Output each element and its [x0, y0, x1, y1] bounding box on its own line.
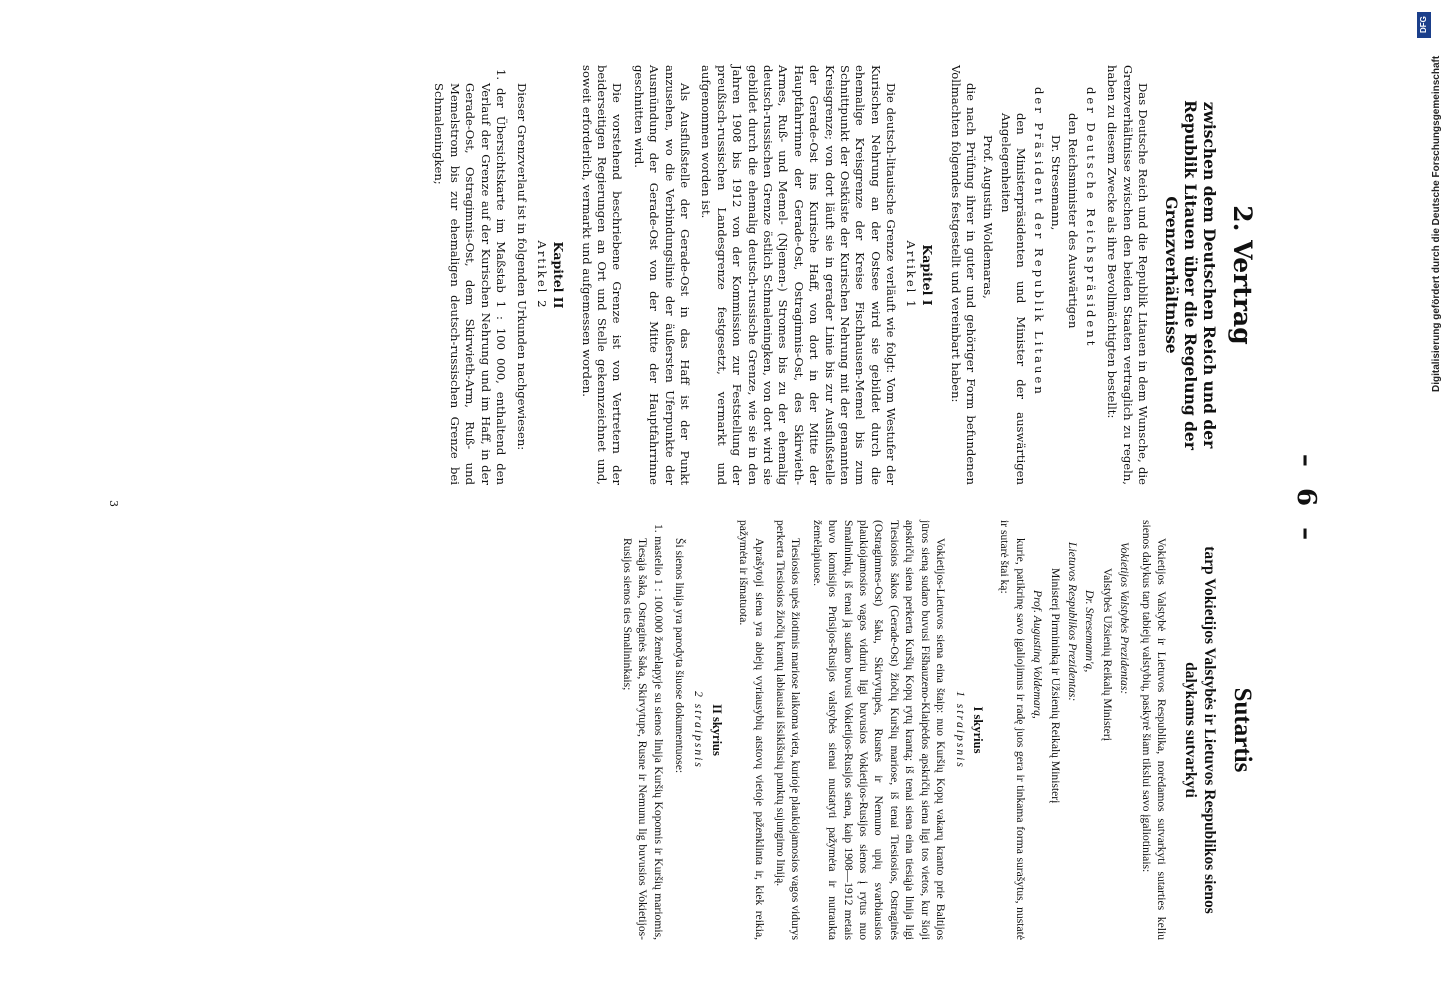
lithuanian-subtitle: tarp Vokietijos Valstybės ir Lietuvos Respublikos sienos dalykams sutvarkyti	[1182, 546, 1218, 914]
dfg-logo: DFG	[1417, 12, 1431, 38]
lithuanian-vp-label: Vokietijos Valstybės Prezidentas:	[1118, 542, 1132, 695]
lithuanian-article-2-item-1: 1. mastelio 1 : 100.000 žemėlapyje su sienos linija Kuršių Kopomis ir Kuršių mariomis, Tiesąja šaka, Ostraginės šaka, Skirvytupe, Rusne ir Nemunu lig buvusios Vokietijos-Rusijos sienos ties Smalininkais;	[620, 524, 665, 940]
german-pl-minister: den Ministerpräsidenten und Minister der auswärtigen Angelegenheiten	[998, 113, 1029, 485]
german-column	[427, 65, 1257, 485]
lithuanian-section-2: II skyrius	[709, 704, 724, 756]
german-rp-name: Dr. Stresemann,	[1048, 135, 1063, 231]
lithuanian-section-1: I skyrius	[970, 706, 985, 754]
german-article-1-text-1: Die deutsch-litauische Grenze verläuft wie folgt: Vom Westufer der Kurischen Nehrung an der Ostsee wird sie gebildet durch die ehemalige Kreisgrenze der Kreise Fischhausen-Memel bis zum Schnittpunkt der Ostküste der Kurischen Nehrung mit der genannten Kreisgrenze; von dort läuft sie in gerader Linie bis zur Ausflußstelle der Gerade-Ost ins Kurische Haff, von dort in der Mitte der Hauptfahrrinne der Gerade-Ost, Ostragimnis-Ost, des Skirwieth-Armes, Ruß- und Memel- (Njemen-) Stromes bis zu der ehemalig deutsch-russischen Grenze östlich Schmaleningken, von dort wird sie gebildet durch die ehemalig deutsch-russische Grenze, wie sie in den Jahren 1908 bis 1912 von der Kommission zur Feststellung der preußisch-russischen Landesgrenze festgesetzt, vermarkt und aufgenommen worden ist.	[699, 65, 899, 485]
german-article-1: Artikel 1	[903, 240, 918, 310]
lithuanian-lp-minister: Ministerį Pirmininką ir Užsienių Reikalų Ministerį	[1048, 568, 1062, 804]
lithuanian-lp-label: Lietuvos Respublikos Prezidentas:	[1065, 542, 1079, 702]
german-title: 2. Vertrag	[1228, 205, 1257, 345]
german-pl-name: Prof. Augustin Woldemaras,	[981, 135, 996, 299]
digitization-credit	[1415, 6, 1442, 392]
page-number: – 6 –	[1291, 453, 1321, 547]
lithuanian-article-1-text-1: Vokietijos-Lietuvos siena eina štaip: nuo Kuršių Kopų vakarų kranto prie Baltijos jūros sieną sudaro buvusi Fišhauzeno-Klaipėdos apskričių siena ligi tos vietos, kur šioji apskričių siena perkerta Kuršių Kopų rytų krantą; iš tenai siena eina tiesiąja linija ligi Tiesiosios šakos (Gerade-Ost) žiočių Kuršių mariose, iš tenai Tiesiosios, Ostraginės (Ostragimnes-Ost) šaku, Skirvytupės, Rusnės ir Nemuno upių svarbiausios plaukiojamosios vagos viduriu ligi buvusios Vokietijos-Rusijos sienos į rytus nuo Smalininkų, iš tenai ją sudaro buvusi Vokietijos-Rusijos siena, kaip 1908—1912 metais buvo komisijos Prūsijos-Rusijos valstybės sienai nustatyti pažymėta ir nutraukta žemėlapiuose.	[810, 520, 948, 940]
lithuanian-article-1-text-3: Aprašytoji siena yra abiejų vyriausybių atstovų vietoje paženklinta ir, kiek reikia, pažymėta ir išmatuota.	[737, 520, 766, 940]
lithuanian-closing: kurie, patikrinę savo įgaliojimus ir radę juos gera ir tinkama forma surašytus, nustatė ir sutarė štai ką:	[998, 520, 1027, 940]
lithuanian-vp-minister: Valstybės Užsienių Reikalų Ministerį	[1100, 568, 1114, 741]
lithuanian-title: Sutartis	[1229, 687, 1256, 773]
lithuanian-article-2-intro: Ši sienos linija yra parodyta šiuose dokumentuose:	[673, 538, 687, 774]
german-article-2-item-1: 1. der Übersichtskarte im Maßstab 1 : 100 000, enthaltend den Verlauf der Grenze auf der Kurischen Nehrung und im Haff, in der Gerade-Ost, Ostragimnis-Ost, dem Skirwieth-Arm, Ruß- und Memelstrom bis zur ehemaligen deutsch-russischen Grenze bei Schmaleningken;	[432, 69, 508, 485]
german-intro: Das Deutsche Reich und die Republik Litauen in dem Wunsche, die Grenzverhältnisse zwischen den beiden Staaten vertraglich zu regeln, haben zu diesem Zwecke als ihre Bevollmächtigten bestellt:	[1105, 65, 1150, 485]
german-pl-label: der Präsident der Republik Litauen	[1031, 87, 1046, 397]
german-chapter-2: Kapitel II	[551, 241, 567, 309]
german-article-2-intro: Dieser Grenzverlauf ist in folgenden Urkunden nachgewiesen:	[515, 83, 530, 451]
digitization-note: Digitalisierung gefördert durch die Deutsche Forschungsgemeinschaft	[1431, 55, 1442, 392]
german-article-2: Artikel 2	[534, 240, 549, 310]
lithuanian-intro: Vokietijos Valstybė ir Lietuvos Respublika, norėdamos sutvarkyti sutarties keliu sienos dalykus tarp tabiejų valstybių, paskyrė šiam tikslui savo įgaliotiniais:	[1139, 520, 1168, 940]
rotated-page	[97, 30, 1337, 970]
german-rp-label: der Deutsche Reichspräsident	[1083, 87, 1098, 349]
german-chapter-1: Kapitel I	[920, 244, 936, 306]
german-article-1-text-3: Die vorstehend beschriebene Grenze ist von Vertretern der beiderseitigen Regierungen an Ort und Stelle gekennzeichnet und, soweit erforderlich, vermarkt und aufgemessen worden.	[579, 65, 625, 485]
german-article-1-text-2: Als Ausflußstelle der Gerade-Ost in das Haff ist der Punkt anzusehen, wo die Verbindungslinie der äußersten Uferpunkte der Ausmündung der Gerade-Ost von der Mitte der Hauptfahrrinne geschnitten wird.	[631, 65, 693, 485]
german-subtitle: zwischen dem Deutschen Reich und der Republik Litauen über die Regelung der Grenzverhältnisse	[1162, 100, 1219, 450]
lithuanian-column	[615, 520, 1257, 940]
folio-number: 3	[107, 500, 120, 507]
lithuanian-lp-name: Prof. Augustiną Voldemarą,	[1031, 590, 1045, 719]
lithuanian-article-2: 2 straipsnis	[692, 691, 706, 769]
german-rp-minister: den Reichsminister des Auswärtigen	[1066, 113, 1081, 329]
lithuanian-article-1-text-2: Tiesiosios upės žiotimis mariose laikoma vieta, kurioje plaukiojamosios vagos vidurys perkerta Tiesiosios žiočių krantų labiausiai išsikišusių punktų sujungimo liniją.	[774, 520, 803, 940]
german-closing: die nach Prüfung ihrer in guter und gehöriger Form befundenen Vollmachten folgendes festgestellt und vereinbart haben:	[948, 65, 978, 485]
lithuanian-article-1: 1 straipsnis	[953, 691, 967, 769]
lithuanian-vp-name: Dr. Stresemann'ą,	[1083, 590, 1097, 673]
